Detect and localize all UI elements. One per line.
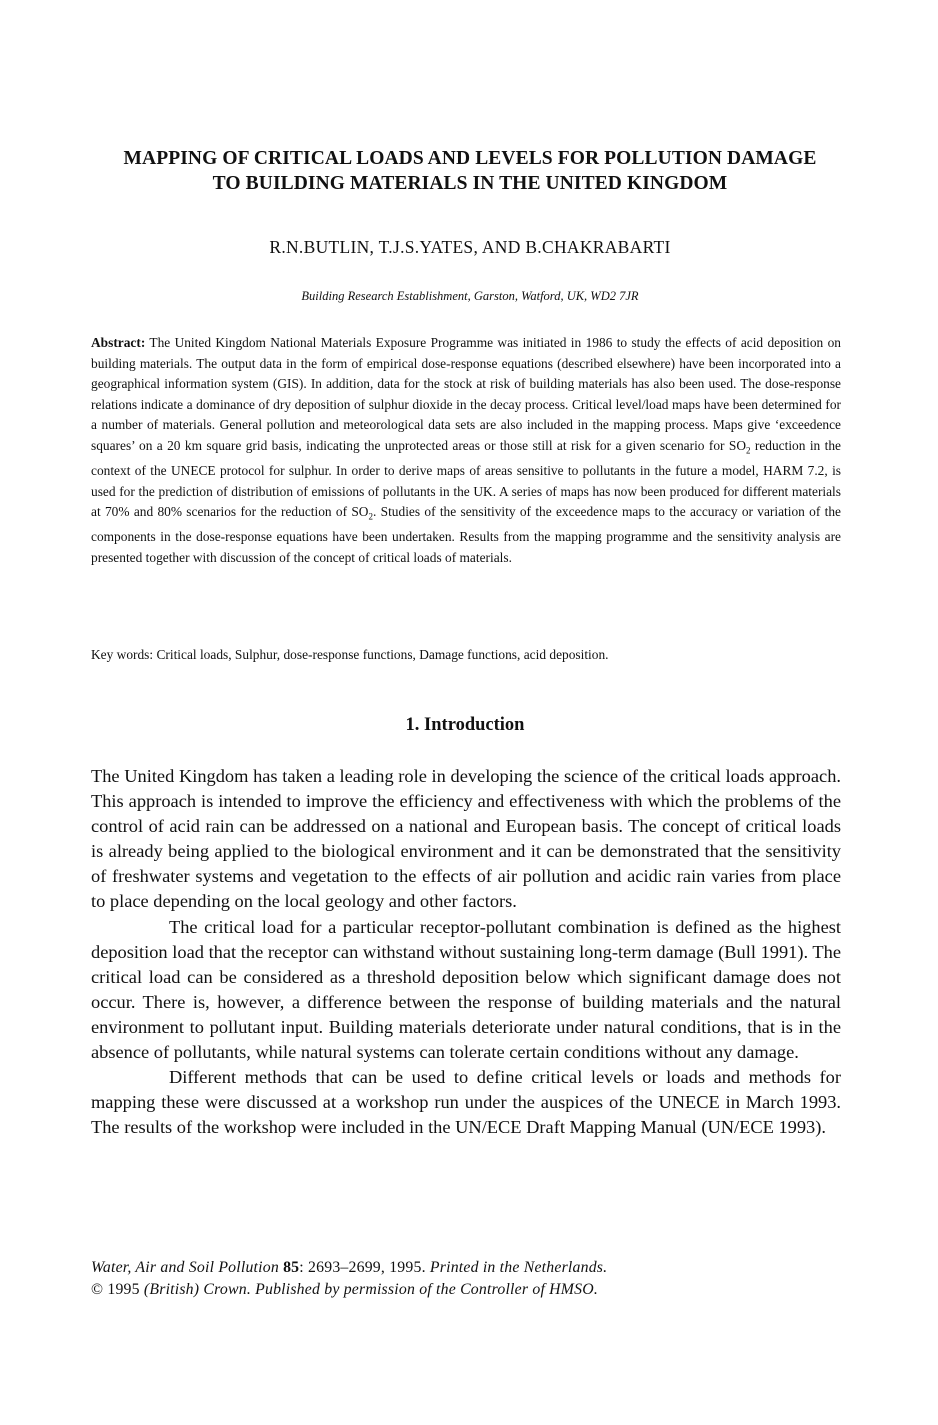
journal-name: Water, Air and Soil Pollution xyxy=(91,1259,279,1276)
abstract-label: Abstract: xyxy=(91,335,146,350)
journal-pages: : 2693–2699, 1995. xyxy=(299,1259,426,1276)
title-line-2: TO BUILDING MATERIALS IN THE UNITED KINGDOM xyxy=(212,173,728,194)
author-list: R.N.BUTLIN, T.J.S.YATES, AND B.CHAKRABARTI xyxy=(269,237,671,257)
paragraph-1: The United Kingdom has taken a leading role in developing the science of the critical loads approach. This approach is intended to improve the efficiency and effectiveness with which the problems of the control of acid rain can be addressed on a national and European basis. The concept of critical loads is already being applied to the biological environment and it can be demonstrated that the sensitivity of freshwater systems and vegetation to the effects of air pollution and acidic rain varies from place to place depending on the local geology and other factors. xyxy=(91,766,841,912)
abstract-text-1: The United Kingdom National Materials Exposure Programme was initiated in 1986 to study the effects of acid deposition on building materials. The output data in the form of empirical dose-response equations (described elsewhere) have been incorporated into a geographical information system (GIS). In addition, data for the stock at risk of building materials has also been used. The dose-response relations indicate a dominance of dry deposition of sulphur dioxide in the decay process. Critical level/load maps have been determined for a number of materials. General pollution and meteorological data sets are also included in the mapping process. Maps give ‘exceedence squares’ on a 20 km square grid basis, indicating the unprotected areas or those still at risk for a given scenario for SO xyxy=(91,335,841,453)
paragraph-2: The critical load for a particular receptor-pollutant combination is defined as the highest deposition load that the receptor can withstand without sustaining long-term damage (Bull 1991). The critical load can be considered as a threshold deposition below which significant damage does not occur. There is, however, a difference between the response of building materials and the natural environment to pollutant input. Building materials deteriorate under natural conditions, that is in the absence of pollutants, while natural systems can tolerate certain conditions without any damage. xyxy=(91,916,841,1063)
keywords: Key words: Critical loads, Sulphur, dose-response functions, Damage functions, acid deposition. xyxy=(91,647,609,662)
abstract xyxy=(91,333,841,568)
affiliation: Building Research Establishment, Garston, Watford, UK, WD2 7JR xyxy=(301,289,639,303)
section-heading: 1. Introduction xyxy=(405,715,525,735)
journal-volume: 85 xyxy=(283,1259,300,1276)
paper-title xyxy=(70,146,870,196)
citation-line xyxy=(91,1257,851,1279)
abstract-text-3: . Studies of the sensitivity of the exceedence maps to the accuracy or variation of the components in the dose-response equations have been undertaken. Results from the mapping programme and the sensitivity analysis are presented together with discussion of the concept of critical loads of materials. xyxy=(91,504,841,565)
paragraph-3: Different methods that can be used to define critical levels or loads and methods for mapping these were discussed at a workshop run under the auspices of the UNECE in March 1993. The results of the workshop were included in the UN/ECE Draft Mapping Manual (UN/ECE 1993). xyxy=(91,1067,841,1138)
copyright-holder: (British) Crown. Published by permission of the Controller of HMSO. xyxy=(143,1281,598,1298)
journal-footer xyxy=(91,1257,851,1301)
section-body xyxy=(91,764,841,1140)
title-line-1: MAPPING OF CRITICAL LOADS AND LEVELS FOR POLLUTION DAMAGE xyxy=(123,148,817,169)
abstract-subscript-2: 2 xyxy=(368,511,373,522)
copyright-year: © 1995 xyxy=(91,1281,140,1298)
abstract-subscript-1: 2 xyxy=(746,445,751,456)
copyright-line xyxy=(91,1279,851,1301)
abstract-text-2: reduction in the context of the UNECE protocol for sulphur. In order to derive maps of areas sensitive to pollutants in the future a model, HARM 7.2, is used for the prediction of distribution of emissions of pollutants in the UK. A series of maps has now been produced for different materials at 70% and 80% scenarios for the reduction of SO xyxy=(91,437,841,520)
printed-location: Printed in the Netherlands. xyxy=(429,1259,608,1276)
